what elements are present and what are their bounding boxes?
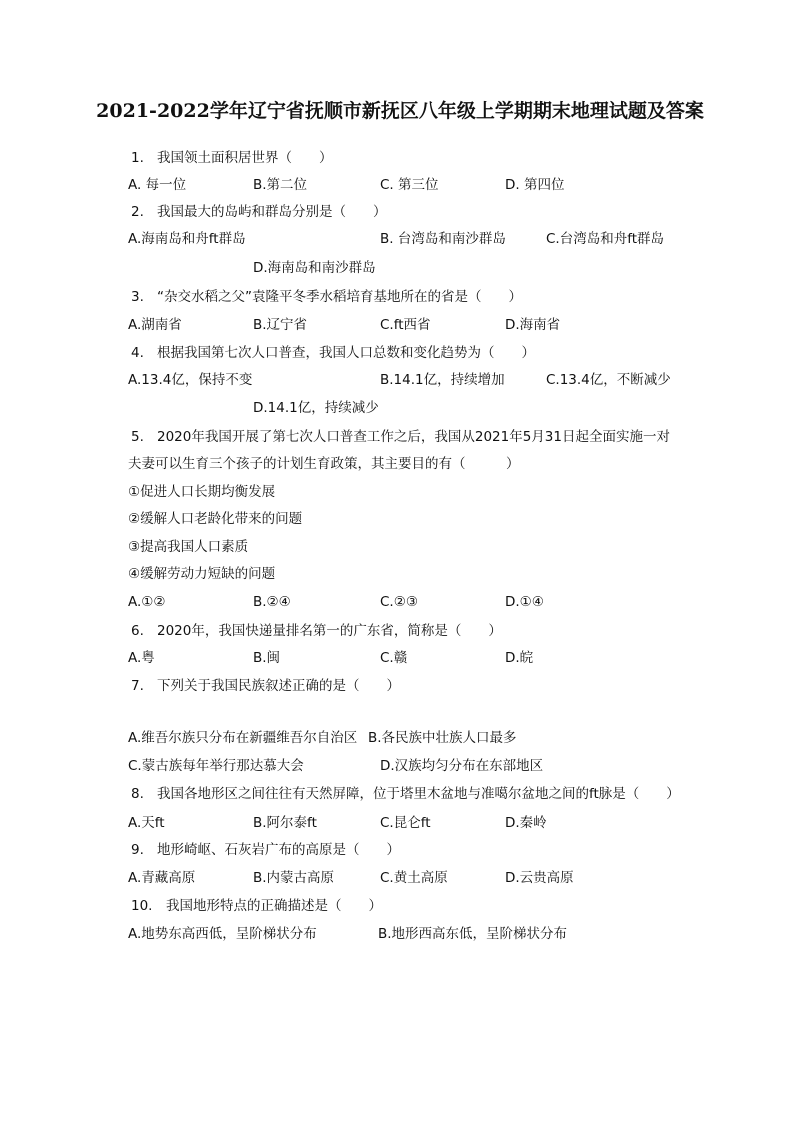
question-stem: 地形崎岖、石灰岩广布的高原是（ ） bbox=[157, 842, 400, 858]
question-number: 2. bbox=[131, 204, 144, 220]
question-number: 10. bbox=[131, 898, 153, 914]
option-d: D. 第四位 bbox=[505, 177, 565, 193]
option-c: C.ft西省 bbox=[380, 317, 431, 333]
question-stem: 根据我国第七次人口普查，我国人口总数和变化趋势为（ ） bbox=[157, 345, 535, 361]
question-number: 5. bbox=[131, 429, 144, 445]
option-a: A.13.4亿，保持不变 bbox=[128, 372, 253, 388]
option-d: D.汉族均匀分布在东部地区 bbox=[380, 758, 544, 774]
option-d: D.秦岭 bbox=[505, 815, 547, 831]
question-number: 3. bbox=[131, 289, 144, 305]
option-d: D.皖 bbox=[505, 650, 534, 666]
option-a: A.①② bbox=[128, 594, 166, 610]
question-stem: 2020年我国开展了第七次人口普查工作之后，我国从2021年5月31日起全面实施一对 bbox=[157, 429, 670, 445]
option-b: B.辽宁省 bbox=[253, 317, 308, 333]
question-stem: 下列关于我国民族叙述正确的是（ ） bbox=[157, 678, 400, 694]
question-number: 6. bbox=[131, 623, 144, 639]
statement-item: ②缓解人口老龄化带来的问题 bbox=[128, 511, 303, 527]
option-a: A.粤 bbox=[128, 650, 155, 666]
option-a: A.地势东高西低，呈阶梯状分布 bbox=[128, 926, 317, 942]
option-a: A.海南岛和舟ft群岛 bbox=[128, 231, 246, 247]
option-b: B.②④ bbox=[253, 594, 291, 610]
option-b: B.地形西高东低，呈阶梯状分布 bbox=[378, 926, 568, 942]
option-c: C.赣 bbox=[380, 650, 408, 666]
option-a: A. 每一位 bbox=[128, 177, 187, 193]
statement-item: ③提高我国人口素质 bbox=[128, 539, 249, 555]
question-number: 4. bbox=[131, 345, 144, 361]
question-stem-continued: 夫妻可以生育三个孩子的计划生育政策，其主要目的有（ ） bbox=[128, 456, 520, 472]
question-stem: 我国领土面积居世界（ ） bbox=[157, 150, 333, 166]
statement-item: ①促进人口长期均衡发展 bbox=[128, 484, 276, 500]
option-b: B. 台湾岛和南沙群岛 bbox=[380, 231, 506, 247]
option-c: C. 第三位 bbox=[380, 177, 439, 193]
option-d: D.云贵高原 bbox=[505, 870, 574, 886]
option-d: D.①④ bbox=[505, 594, 544, 610]
option-c: C.昆仑ft bbox=[380, 815, 431, 831]
question-stem: 2020年，我国快递量排名第一的广东省，简称是（ ） bbox=[157, 623, 502, 639]
statement-item: ④缓解劳动力短缺的问题 bbox=[128, 566, 276, 582]
option-d: D.海南岛和南沙群岛 bbox=[253, 260, 376, 276]
option-b: B.各民族中壮族人口最多 bbox=[368, 730, 517, 746]
option-a: A.维吾尔族只分布在新疆维吾尔自治区 bbox=[128, 730, 358, 746]
option-c: C.13.4亿，不断减少 bbox=[546, 372, 671, 388]
option-b: B.闽 bbox=[253, 650, 281, 666]
option-b: B.阿尔泰ft bbox=[253, 815, 317, 831]
option-b: B.14.1亿，持续增加 bbox=[380, 372, 505, 388]
option-a: A.青藏高原 bbox=[128, 870, 196, 886]
question-number: 7. bbox=[131, 678, 144, 694]
page-title: 2021-2022学年辽宁省抚顺市新抚区八年级上学期期末地理试题及答案 bbox=[96, 100, 704, 122]
question-stem: 我国最大的岛屿和群岛分别是（ ） bbox=[157, 204, 387, 220]
option-c: C.黄土高原 bbox=[380, 870, 448, 886]
question-stem: 我国地形特点的正确描述是（ ） bbox=[166, 898, 382, 914]
option-c: C.②③ bbox=[380, 594, 418, 610]
option-b: B.第二位 bbox=[253, 177, 308, 193]
question-number: 9. bbox=[131, 842, 144, 858]
option-c: C.台湾岛和舟ft群岛 bbox=[546, 231, 665, 247]
option-c: C.蒙古族每年举行那达慕大会 bbox=[128, 758, 304, 774]
question-number: 1. bbox=[131, 150, 144, 166]
option-d: D.14.1亿，持续减少 bbox=[253, 400, 379, 416]
question-stem: “杂交水稻之父”袁隆平冬季水稻培育基地所在的省是（ ） bbox=[157, 289, 522, 305]
option-b: B.内蒙古高原 bbox=[253, 870, 335, 886]
option-a: A.湖南省 bbox=[128, 317, 182, 333]
question-stem: 我国各地形区之间往往有天然屏障，位于塔里木盆地与准噶尔盆地之间的ft脉是（ ） bbox=[157, 786, 680, 802]
option-d: D.海南省 bbox=[505, 317, 561, 333]
option-a: A.天ft bbox=[128, 815, 165, 831]
question-number: 8. bbox=[131, 786, 144, 802]
